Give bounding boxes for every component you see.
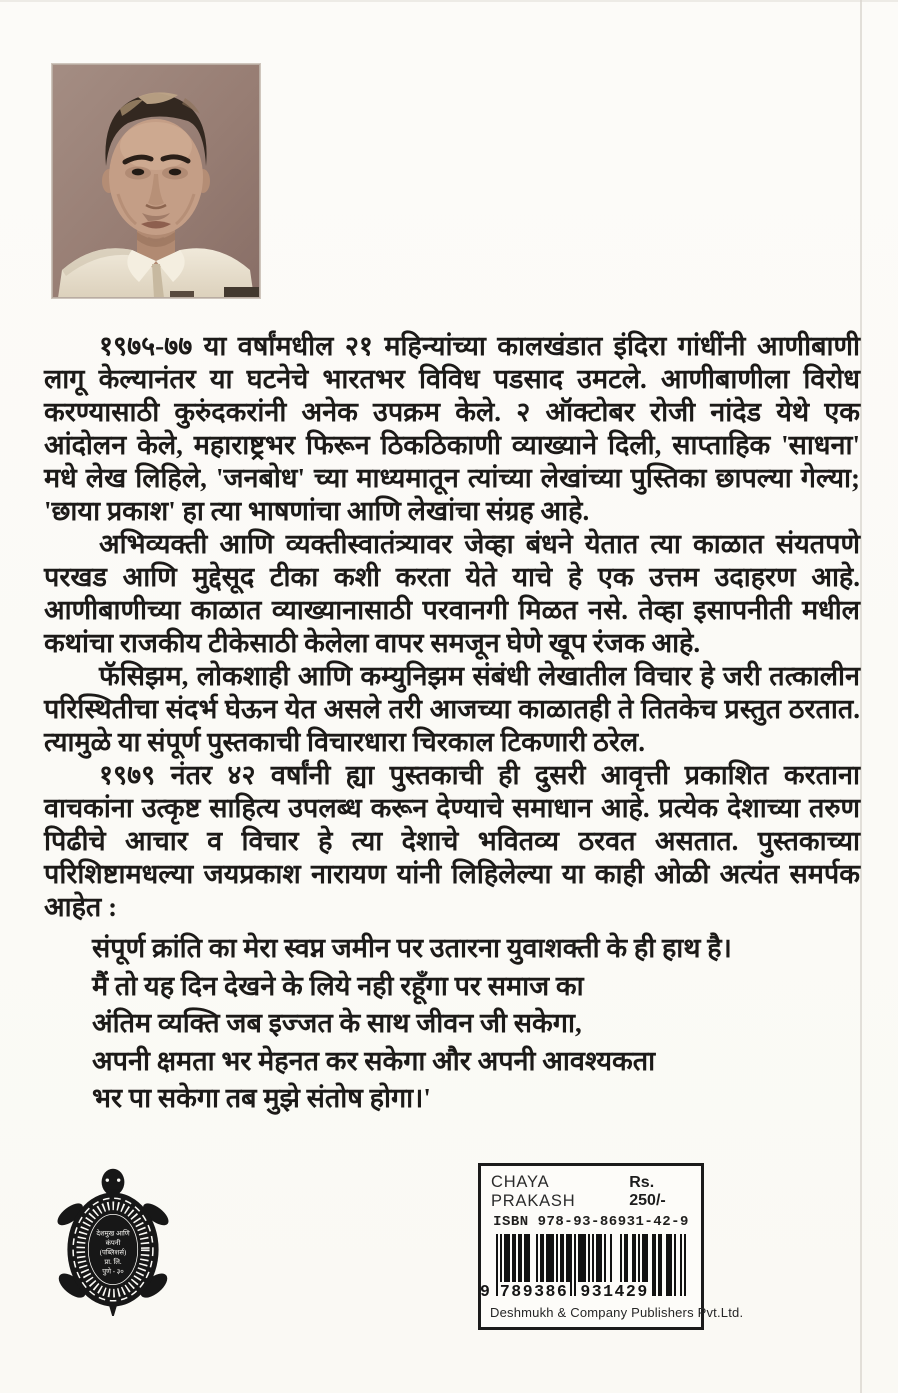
- author-portrait-photo: [52, 64, 260, 298]
- barcode-digit-group-1: 789386: [499, 1282, 569, 1301]
- blurb-paragraph-1: १९७५-७७ या वर्षांमधील २१ महिन्यांच्या कालखंडात इंदिरा गांधींनी आणीबाणी लागू केल्यानंतर या घटनेचे भारतभर विविध पडसाद उमटले. आणीबाणीला विरोध करण्यासाठी कुरुंदकरांनी अनेक उपक्रम केले. २ ऑक्टोबर रोजी नांदेड येथे एक आंदोलन केले, महाराष्ट्रभर फिरून ठिकठिकाणी व्याख्याने दिली, साप्ताहिक 'साधना' मधे लेख लिहिले, 'जनबोध' च्या माध्यमातून त्यांच्या लेखांच्या पुस्तिका छापल्या गेल्या; 'छाया प्रकाश' हा त्या भाषणांचा आणि लेखांचा संग्रह आहे.: [44, 331, 860, 526]
- barcode-digits: [480, 1282, 688, 1301]
- imprint-name: CHAYA PRAKASH: [491, 1173, 576, 1210]
- quote-line-4: अपनी क्षमता भर मेहनत कर सकेगा और अपनी आवश्यकता: [92, 1045, 656, 1076]
- logo-text-line-2: कंपनी: [105, 1239, 121, 1247]
- blurb-paragraph-4: १९७९ नंतर ४२ वर्षांनी ह्या पुस्तकाची ही दुसरी आवृत्ती प्रकाशित करताना वाचकांना उत्कृष्ट साहित्य उपलब्ध करून देण्याचे समाधान आहे. प्रत्येक देशाच्या तरुण पिढीचे आचार व विचार हे त्या देशाचे भवितव्य ठरवत असतात. पुस्तकाच्या परिशिष्टामधल्या जयप्रकाश नारायण यांनी लिहिलेल्या या काही ओळी अत्यंत समर्पक आहेत :: [44, 760, 860, 922]
- blurb-paragraph-2: अभिव्यक्ती आणि व्यक्तीस्वातंत्र्यावर जेव्हा बंधने येतात त्या काळात संयतपणे परखड आणि मुद्देसूद टीका कशी करता येते याचे हे एक उत्तम उदाहरण आहे. आणीबाणीच्या काळात व्याख्यानासाठी परवानगी मिळत नसे. तेव्हा इसापनीती मधील कथांचा राजकीय टीकेसाठी केलेला वापर समजून घेणे खूप रंजक आहे.: [44, 529, 860, 658]
- publisher-tortoise-logo: [56, 1164, 170, 1316]
- barcode-digit-lead: 9: [480, 1282, 490, 1301]
- jayaprakash-narayan-quote: [92, 930, 860, 1118]
- author-portrait-illustration: [52, 64, 260, 298]
- price-label: Rs. 250/-: [629, 1174, 666, 1209]
- barcode-header-row: [490, 1171, 692, 1211]
- quote-line-5: भर पा सकेगा तब मुझे संतोष होगा।': [92, 1083, 431, 1113]
- back-cover-blurb: [44, 330, 860, 1118]
- quote-line-2: मैं तो यह दिन देखने के लिये नही रहूँगा पर समाज का: [92, 970, 584, 1001]
- tortoise-emblem-icon: [56, 1164, 170, 1316]
- logo-text-line-1: देशमुख आणि: [96, 1230, 130, 1238]
- logo-text-line-5: पुणे - ३०: [102, 1268, 124, 1276]
- scan-artifact-top: [0, 0, 898, 2]
- isbn-label: ISBN 978-93-86931-42-9: [493, 1214, 689, 1230]
- blurb-paragraph-3: फॅसिझम, लोकशाही आणि कम्युनिझम संबंधी लेखातील विचार हे जरी तत्कालीन परिस्थितीचा संदर्भ घेऊन येत असले तरी आजच्या काळातही ते तितकेच प्रस्तुत ठरतात. त्यामुळे या संपूर्ण पुस्तकाची विचारधारा चिरकाल टिकणारी ठरेल.: [44, 661, 860, 757]
- quote-line-3: अंतिम व्यक्ति जब इज्जत के साथ जीवन जी सकेगा,: [92, 1008, 582, 1038]
- barcode-digit-group-2: 931429: [580, 1282, 649, 1301]
- ean13-barcode: [480, 1234, 686, 1301]
- quote-line-1: संपूर्ण क्रांति का मेरा स्वप्न जमीन पर उतारना युवाशक्ती के ही हाथ है।: [92, 933, 732, 963]
- isbn-barcode-box: [478, 1163, 744, 1330]
- publisher-company-name: Deshmukh & Company Publishers Pvt.Ltd.: [490, 1305, 744, 1320]
- logo-text-line-3: (पब्लिशर्स): [99, 1249, 127, 1257]
- logo-text-line-4: प्रा. लि.: [104, 1258, 122, 1266]
- scan-artifact-right-edge: [860, 0, 862, 1393]
